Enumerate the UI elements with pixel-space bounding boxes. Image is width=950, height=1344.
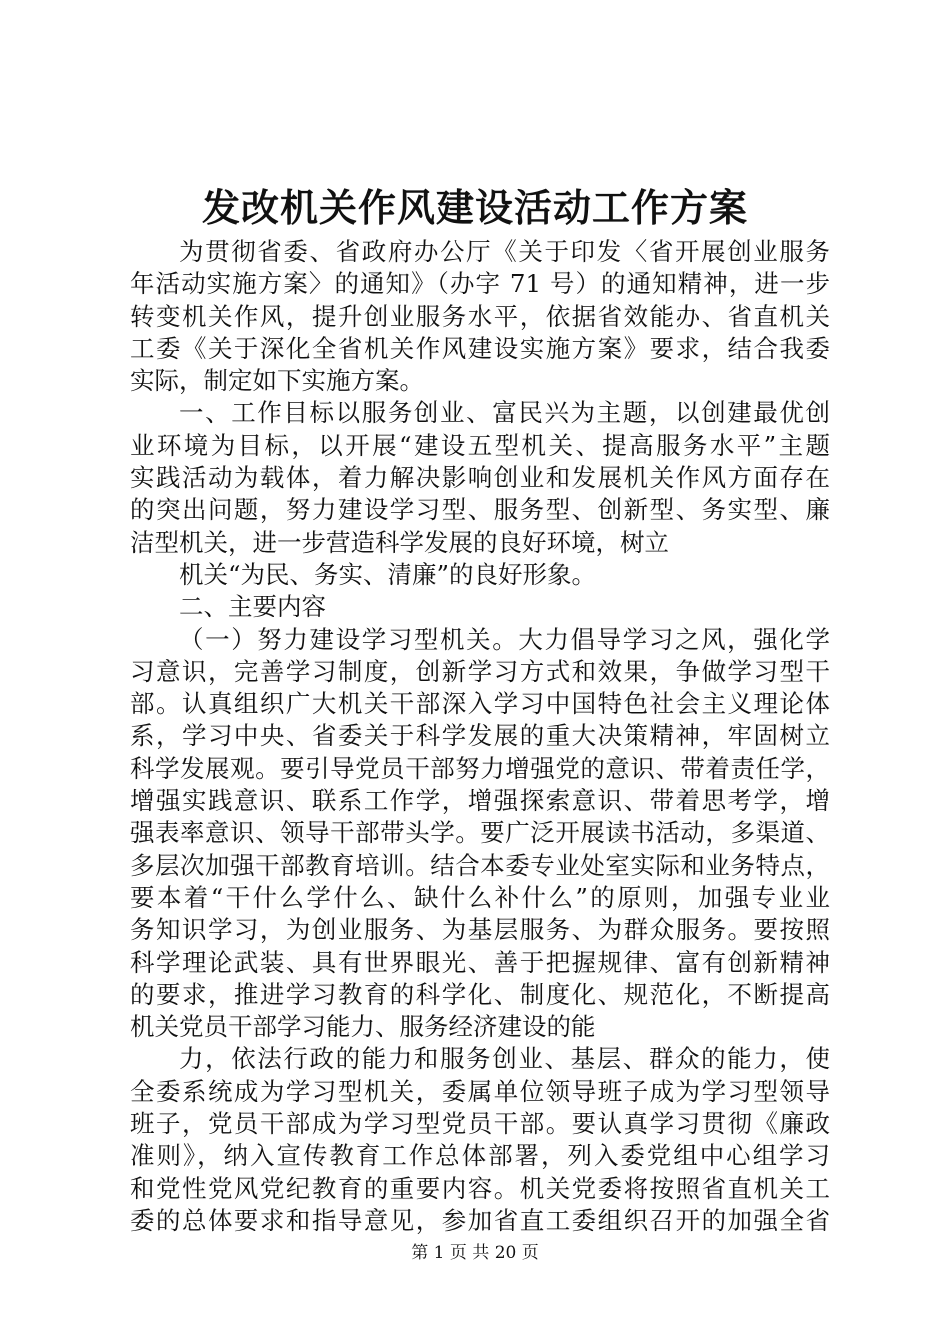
- paragraph-line: 实际，制定如下实施方案。: [130, 366, 424, 396]
- paragraph-line: 为贯彻省委、省政府办公厅《关于印发〈省开展创业服务: [179, 237, 830, 266]
- paragraph-line: 增强实践意识、联系工作学，增强探索意识、带着思考学，增: [130, 786, 830, 816]
- paragraph-line: 班子，党员干部成为学习型党员干部。要认真学习贯彻《廉政: [130, 1109, 830, 1139]
- paragraph-line: 机关“为民、务实、清廉”的良好形象。: [179, 559, 597, 589]
- paragraph-line: 习意识，完善学习制度，创新学习方式和效果，争做学习型干: [130, 656, 830, 686]
- paragraph-line: 机关党员干部学习能力、服务经济建设的能: [130, 1012, 596, 1042]
- paragraph-line: 全委系统成为学习型机关，委属单位领导班子成为学习型领导: [130, 1076, 830, 1106]
- paragraph-line: 工委《关于深化全省机关作风建设实施方案》要求，结合我委: [130, 333, 830, 363]
- paragraph-line: 科学理论武装、具有世界眼光、善于把握规律、富有创新精神: [130, 947, 830, 977]
- paragraph-line: 准则》，纳入宣传教育工作总体部署，列入委党组中心组学习: [130, 1141, 830, 1171]
- paragraph-line: 和党性党风党纪教育的重要内容。机关党委将按照省直机关工: [130, 1173, 830, 1203]
- paragraph-line: 实践活动为载体，着力解决影响创业和发展机关作风方面存在: [130, 463, 830, 493]
- paragraph-line: 力，依法行政的能力和服务创业、基层、群众的能力，使: [179, 1044, 830, 1074]
- paragraph-line: 一、工作目标以服务创业、富民兴为主题，以创建最优创: [179, 398, 830, 428]
- paragraph-line: 多层次加强干部教育培训。结合本委专业处室实际和业务特点，: [130, 850, 830, 880]
- paragraph-line: 系，学习中央、省委关于科学发展的重大决策精神，牢固树立: [130, 721, 830, 751]
- paragraph-line: 的突出问题，努力建设学习型、服务型、创新型、务实型、廉: [130, 495, 830, 525]
- paragraph-line: 洁型机关，进一步营造科学发展的良好环境，树立: [130, 527, 669, 557]
- paragraph-line: 部。认真组织广大机关干部深入学习中国特色社会主义理论体: [130, 689, 830, 719]
- paragraph-line: 务知识学习，为创业服务、为基层服务、为群众服务。要按照: [130, 915, 830, 945]
- paragraph-line: 要本着“干什么学什么、缺什么补什么”的原则，加强专业业: [130, 882, 830, 912]
- paragraph-line: 的要求，推进学习教育的科学化、制度化、规范化，不断提高: [130, 979, 830, 1009]
- paragraph-line: （一）努力建设学习型机关。大力倡导学习之风，强化学: [179, 624, 830, 654]
- page-number-footer: 第 1 页 共 20 页: [411, 1243, 539, 1263]
- paragraph-line: 二、主要内容: [179, 592, 326, 622]
- paragraph-line: 转变机关作风，提升创业服务水平，依据省效能办、省直机关: [130, 301, 830, 331]
- paragraph-line: 科学发展观。要引导党员干部努力增强党的意识、带着责任学，: [130, 753, 830, 783]
- paragraph-line: 业环境为目标，以开展“建设五型机关、提高服务水平”主题: [130, 430, 830, 460]
- document-body: [130, 236, 830, 1237]
- paragraph-line: 委的总体要求和指导意见，参加省直工委组织召开的加强全省: [130, 1205, 830, 1235]
- paragraph-line: 年活动实施方案〉的通知》（办字 71 号）的通知精神，进一步: [130, 269, 830, 299]
- paragraph-line: 强表率意识、领导干部带头学。要广泛开展读书活动，多渠道、: [130, 818, 830, 848]
- document-title: 发改机关作风建设活动工作方案: [201, 185, 748, 230]
